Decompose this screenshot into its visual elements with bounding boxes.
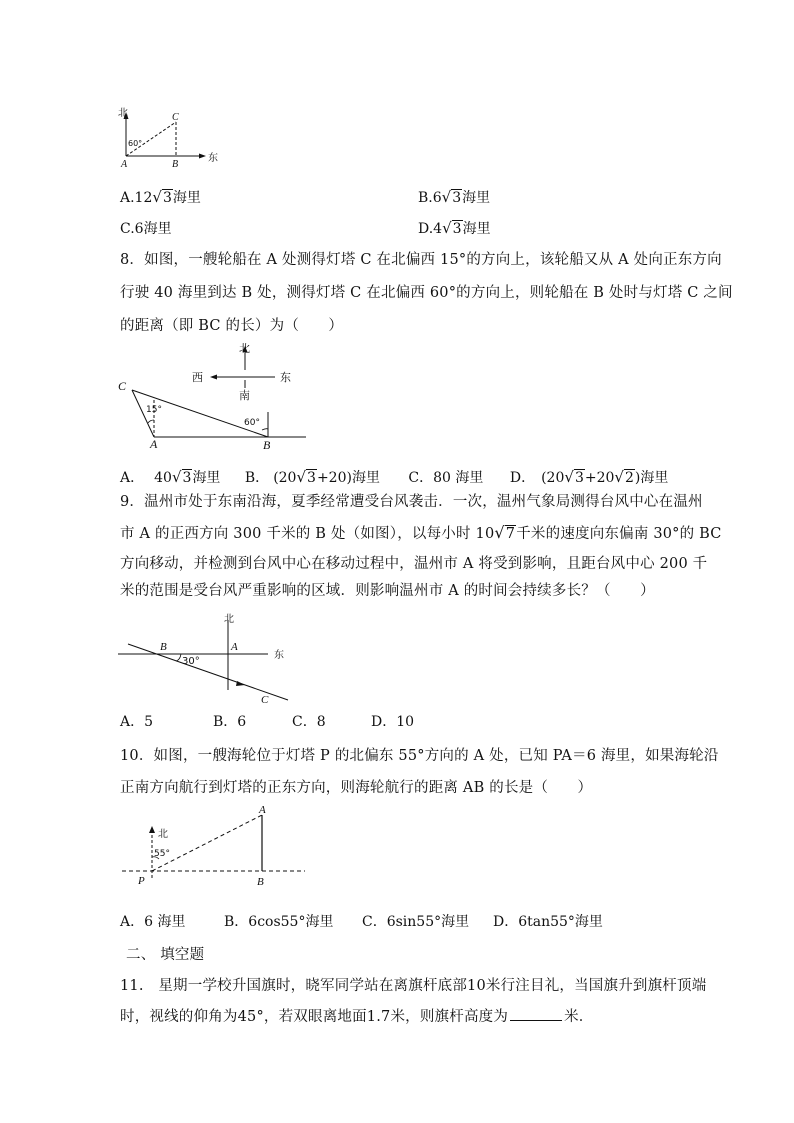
q8-angle-60: 60° <box>244 418 260 428</box>
q7-option-d-radicand: 3 <box>452 221 462 237</box>
q7-north-label: 北 <box>118 108 128 119</box>
section-title-fill-in: 二、 填空题 <box>126 947 205 963</box>
q10-point-b: B <box>257 876 264 888</box>
q8-option-a-coef: 40 <box>154 470 172 486</box>
q7-figure <box>108 100 218 170</box>
q11-line-2-post: 米． <box>564 1009 594 1025</box>
q10-stem-line-1: 10．如图，一艘海轮位于灯塔 P 的北偏东 55°方向的 A 处，已知 PA＝6 海里，如果海轮沿 <box>120 748 719 764</box>
q7-point-b: B <box>172 159 179 170</box>
q7-option-a: A.12√3海里 <box>120 188 201 206</box>
q10-stem-line-2: 正南方向航行到灯塔的正东方向，则海轮航行的距离 AB 的长是（ ） <box>120 780 593 796</box>
q10-point-p: P <box>138 875 145 887</box>
q8-option-c: C．80 海里 <box>408 470 484 486</box>
q10-option-c: C．6sin55°海里 <box>362 914 470 930</box>
q7-option-a-unit: 海里 <box>172 190 201 206</box>
q7-option-d: D.4√3海里 <box>418 219 491 237</box>
q7-option-a-prefix: A.12 <box>120 190 153 206</box>
q11-stem-line-1: 11. 星期一学校升国旗时，晓军同学站在离旗杆底部10米行注目礼，当国旗升到旗杆顶端 <box>120 978 707 994</box>
q8-option-b-close: +20)海里 <box>316 470 380 486</box>
q7-east-label: 东 <box>208 153 218 164</box>
q8-option-b-label: B． <box>244 470 270 486</box>
q8-option-a-radicand: 3 <box>182 470 192 486</box>
q8-stem-line-3: 的距离（即 BC 的长）为（ ） <box>120 318 344 334</box>
q8-option-a: A． 40√3海里 <box>120 468 221 486</box>
q7-point-a: A <box>121 159 128 170</box>
q8-stem-line-2: 行驶 40 海里到达 B 处，测得灯塔 C 在北偏西 60°的方向上，则轮船在 B 处时与灯塔 C 之间 <box>120 285 733 301</box>
q8-stem-line-1: 8．如图，一艘轮船在 A 处测得灯塔 C 在北偏西 15°的方向上，该轮船又从 A 处向正东方向 <box>120 252 722 268</box>
q9-line-2-pre: 市 A 的正西方向 300 千米的 B 处（如图），以每小时 10 <box>120 526 495 542</box>
q9-option-b: B．6 <box>213 714 247 730</box>
q9-line-2-radicand: 7 <box>505 526 516 542</box>
q8-option-d-mid: +20 <box>584 470 615 486</box>
q8-option-b-radicand: 3 <box>307 470 316 486</box>
q8-option-d-radicand-2: 2 <box>624 470 634 486</box>
q9-line-2-post: 千米的速度向东偏南 30°的 BC <box>516 526 722 542</box>
q9-option-a: A．5 <box>120 714 154 730</box>
q8-option-d-open: (20 <box>541 470 565 486</box>
q7-option-a-radicand: 3 <box>162 190 172 206</box>
q7-option-b-radicand: 3 <box>452 190 462 206</box>
q7-option-d-unit: 海里 <box>462 221 491 237</box>
q9-option-d: D．10 <box>371 714 415 730</box>
q8-point-b: B <box>263 438 271 452</box>
q7-angle-label: 60° <box>128 139 143 148</box>
q10-option-a: A．6 海里 <box>120 914 186 930</box>
q8-point-a: A <box>150 437 158 451</box>
q10-option-b: B．6cos55°海里 <box>224 914 334 930</box>
q9-point-a: A <box>231 641 238 653</box>
q8-point-c: C <box>118 379 127 393</box>
q10-option-d: D．6tan55°海里 <box>493 914 603 930</box>
q9-stem-line-1: 9．温州市处于东南沿海，夏季经常遭受台风袭击．一次，温州气象局测得台风中心在温州 <box>120 494 703 510</box>
q10-point-a: A <box>259 804 266 816</box>
q7-option-d-prefix: D.4 <box>418 221 443 237</box>
q10-north-label: 北 <box>158 829 168 840</box>
q9-stem-line-2: 市 A 的正西方向 300 千米的 B 处（如图），以每小时 10√7千米的速度向东偏南 30°的 BC <box>120 523 722 542</box>
q9-stem-line-4: 米的范围是受台风严重影响的区域．则影响温州市 A 的时间会持续多长？（ ） <box>120 583 655 599</box>
q8-option-b: B． (20√3+20)海里 <box>244 468 380 486</box>
q7-option-b-unit: 海里 <box>462 190 491 206</box>
q7-option-b-prefix: B.6 <box>418 190 442 206</box>
q8-option-d-close: )海里 <box>634 470 669 486</box>
q9-point-b: B <box>160 641 167 653</box>
q11-line-2-pre: 时，视线的仰角为45°，若双眼离地面1.7米，则旗杆高度为 <box>120 1009 509 1025</box>
q11-answer-blank[interactable] <box>510 1008 562 1021</box>
q9-option-c: C．8 <box>292 714 326 730</box>
q7-option-c: C.6海里 <box>120 221 172 237</box>
q7-point-c: C <box>172 112 179 123</box>
q8-option-b-open: (20 <box>273 470 297 486</box>
q8-compass-north: 北 <box>239 342 250 355</box>
q9-stem-line-3: 方向移动，并检测到台风中心在移动过程中，温州市 A 将受到影响，且距台风中心 200 千 <box>120 556 708 572</box>
q9-angle-label: 30° <box>182 656 200 667</box>
q8-option-d-label: D． <box>509 470 536 486</box>
q8-figure <box>112 340 312 455</box>
q9-point-c: C <box>261 694 269 706</box>
q10-figure <box>122 800 312 892</box>
q8-compass-east: 东 <box>280 371 291 384</box>
q10-angle-label: 55° <box>154 849 170 859</box>
q8-option-d-radicand-1: 3 <box>574 470 584 486</box>
q9-north-label: 北 <box>224 614 234 625</box>
q8-option-a-unit: 海里 <box>192 470 221 486</box>
q9-figure <box>118 610 298 705</box>
q8-angle-15: 15° <box>146 405 162 415</box>
q7-option-b: B.6√3海里 <box>418 188 491 206</box>
q9-east-label: 东 <box>274 650 284 661</box>
q8-compass-west: 西 <box>192 371 203 384</box>
q11-stem-line-2 <box>120 1005 593 1026</box>
q8-option-d: D． (20√3+20√2)海里 <box>509 468 669 486</box>
q8-option-a-label: A． <box>120 470 145 486</box>
q8-options-row <box>120 467 668 487</box>
q8-compass-south: 南 <box>239 389 250 402</box>
